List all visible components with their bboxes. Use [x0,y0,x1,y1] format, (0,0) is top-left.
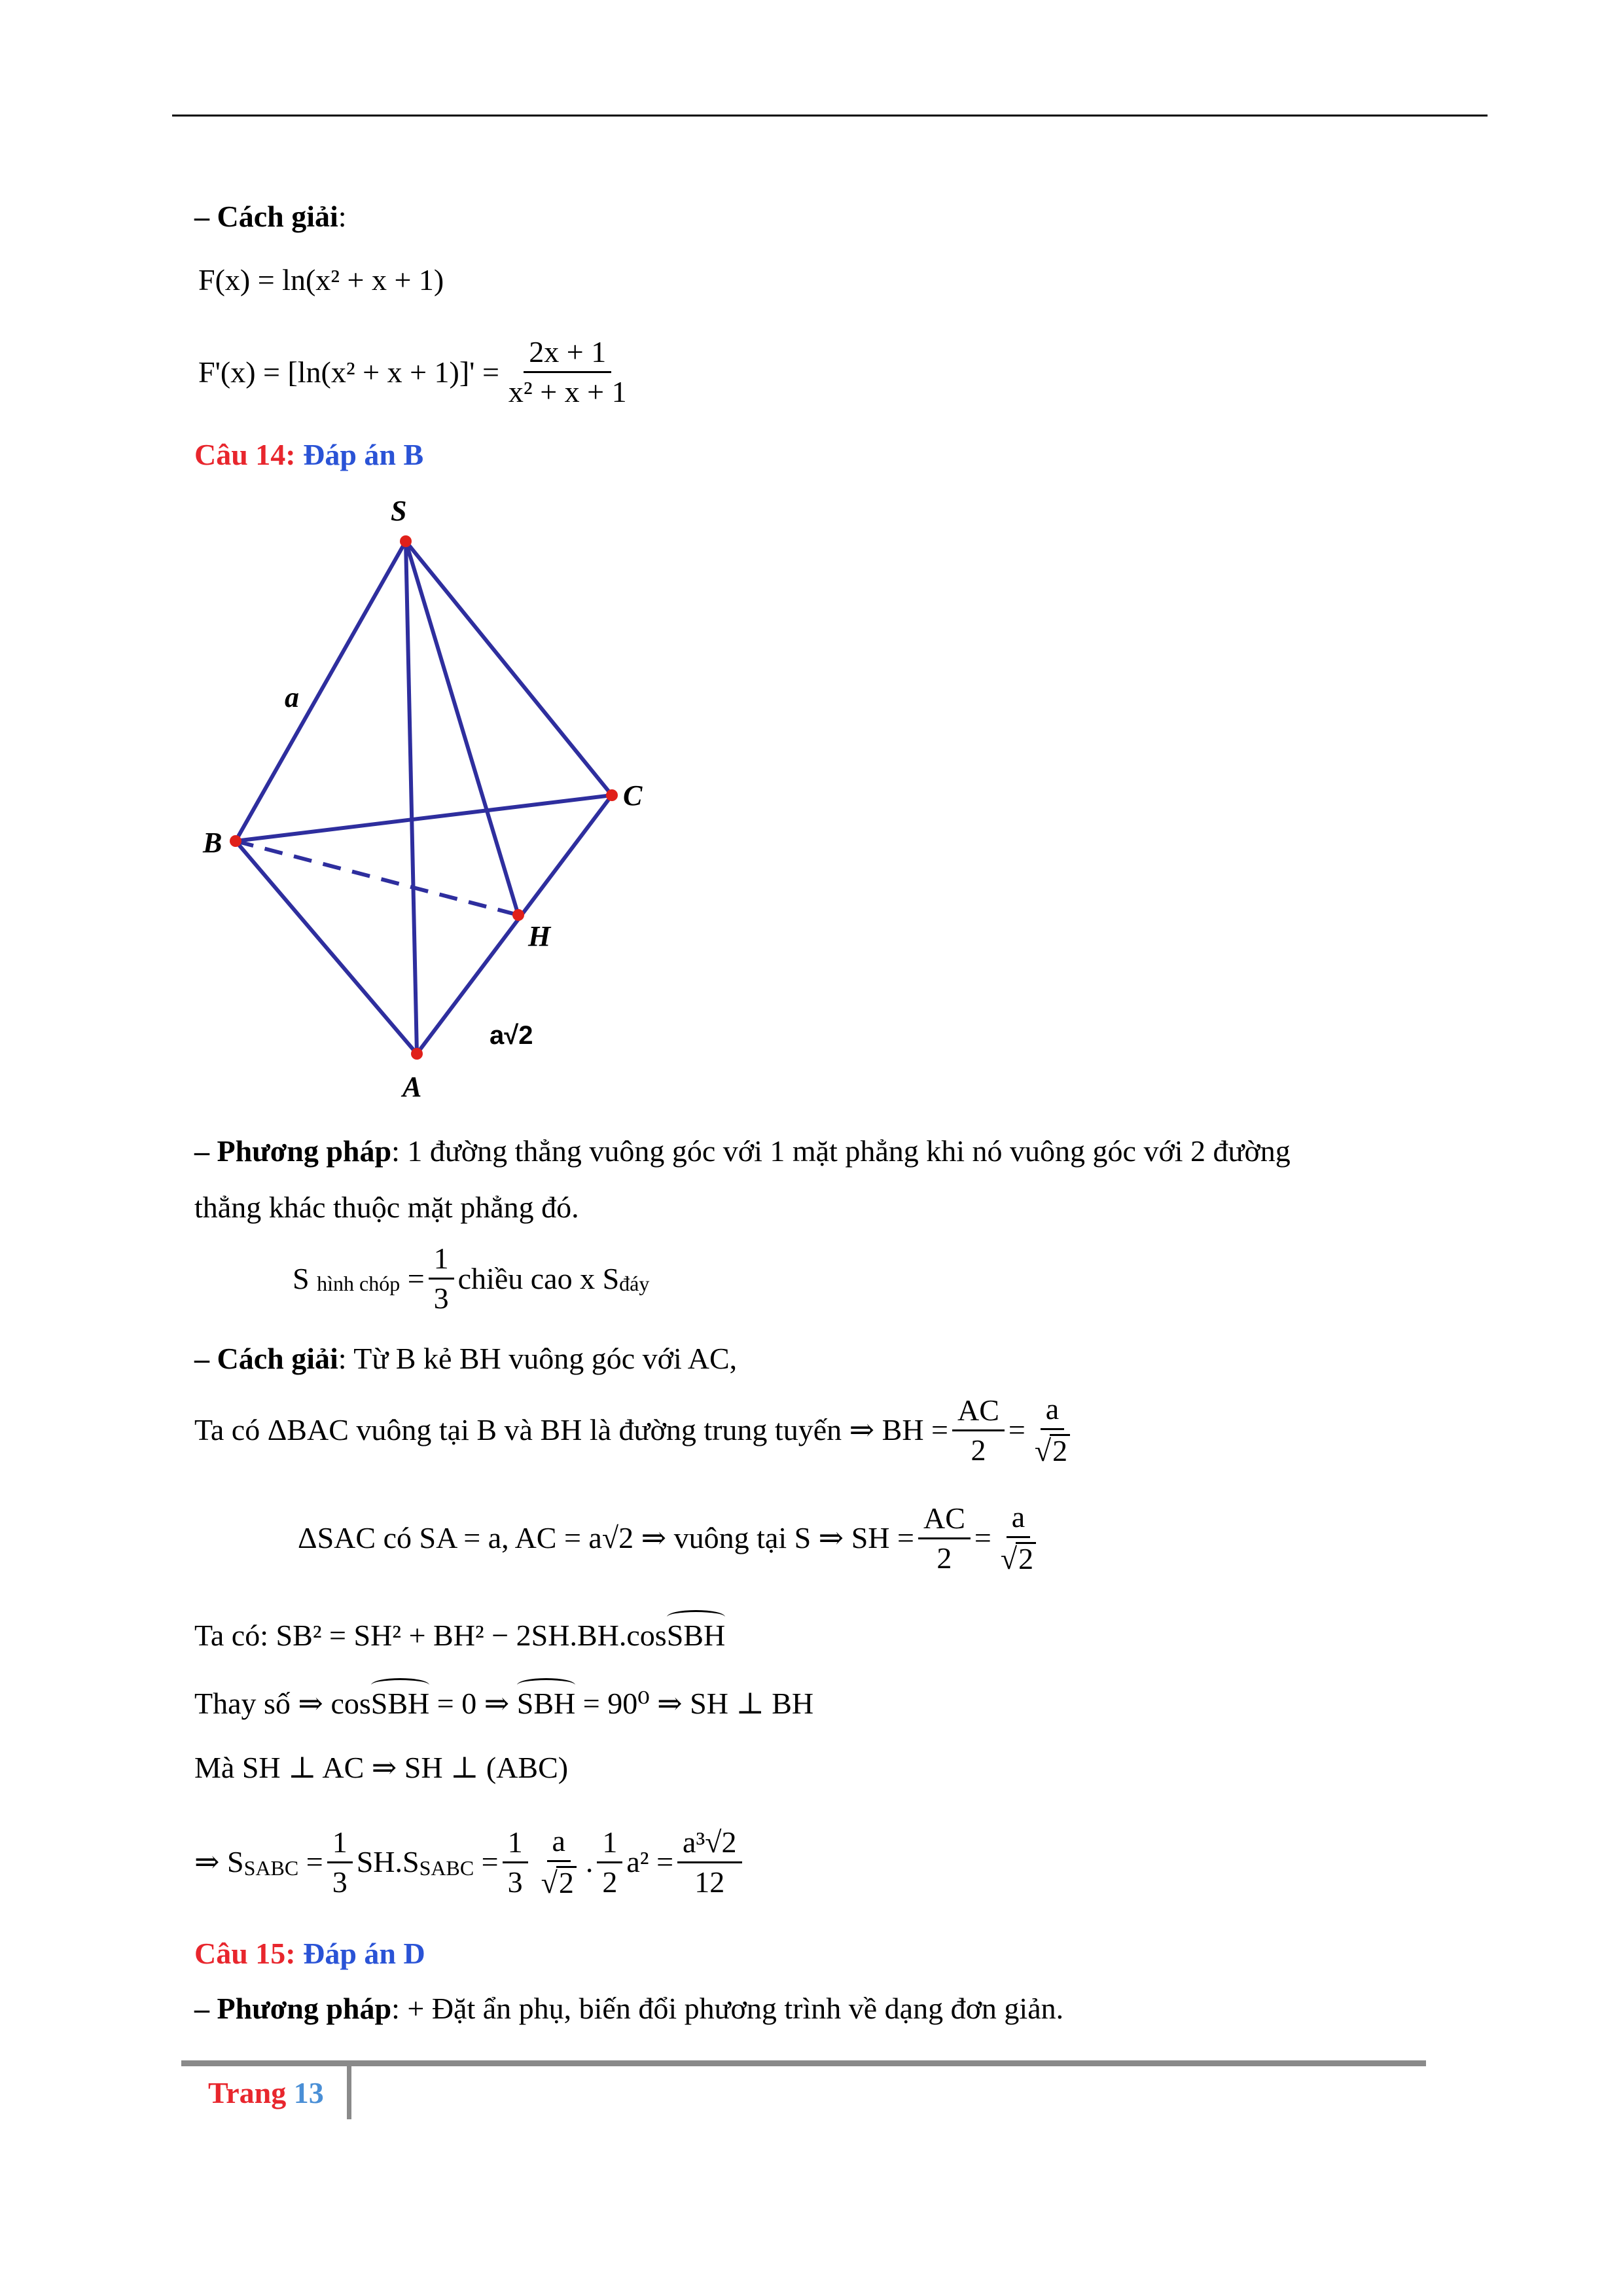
cach-giai-heading: – Cách giải: [194,200,347,233]
footer-page-label: Trang 13 [208,2076,324,2109]
edge-sa [406,541,417,1054]
point-s [400,535,412,547]
formula-volume: S hình chóp = $\frac{1}{3}$ chiều cao x S đáy [293,1242,650,1315]
label-b: B [203,827,223,859]
phuong-phap-line1: – Phương pháp: 1 đường thẳng vuông góc với 1 mặt phẳng khi nó vuông góc với 2 đường [194,1134,1291,1168]
label-h: H [528,920,551,952]
edge-sb [236,541,406,841]
footer-divider [347,2063,351,2119]
point-c [606,789,618,801]
label-edge-a: a [285,681,299,713]
edge-sc [406,541,612,795]
label-c: C [623,780,643,812]
label-a: A [402,1071,422,1103]
line-substitute: Thay số ⇒ cosSBH = 0 ⇒ SBH = 90⁰ ⇒ SH ⊥ BH [194,1687,814,1720]
header-rule [172,115,1488,117]
line-cosine-law: Ta có: SB² = SH² + BH² − 2SH.BH.cosSBH [194,1619,726,1652]
edge-bc [236,795,612,841]
line-perpendicular: Mà SH ⊥ AC ⇒ SH ⊥ (ABC) [194,1751,569,1784]
cau-14-heading: Câu 14: Đáp án B [194,438,424,471]
phuong-phap-15: – Phương pháp: + Đặt ẩn phụ, biến đổi phương trình về dạng đơn giản. [194,1992,1064,2025]
edge-bh-dashed [236,841,518,915]
edge-sh [406,541,518,915]
edge-ba [236,841,417,1054]
footer-rule [181,2060,1426,2066]
label-s: S [391,495,407,527]
line-volume-result: ⇒ S SABC = $\frac{1}{3}$ SH.S SABC = $\frac{1}{3}$ $\frac{a}{√2}$ . $\frac{1}{2}$ a² = $\frac{\text{a³√2}}{12}$ [194,1826,746,1898]
phuong-phap-line2: thẳng khác thuộc mặt phẳng đó. [194,1191,579,1224]
equation-f: F(x) = ln(x² + x + 1) [198,263,444,296]
equation-f-prime: F'(x) = [ln(x² + x + 1)]' = $\frac{2x + 1}{\text{x² + x + 1}}$ [198,335,627,408]
edge-ca [417,795,612,1054]
line-bh: Ta có ΔBAC vuông tại B và BH là đường trung tuyến ⇒ BH = $\frac{AC}{2}$ = $\frac{a}{√2}$ [194,1394,1079,1466]
point-a [411,1048,423,1060]
cach-giai-14: – Cách giải: Từ B kẻ BH vuông góc với AC, [194,1342,738,1375]
point-b [230,835,241,847]
label-a-sqrt2: a√2 [490,1021,533,1050]
cau-15-heading: Câu 15: Đáp án D [194,1937,425,1970]
point-h [512,909,524,921]
pyramid-figure [183,484,707,1113]
line-sh: ΔSAC có SA = a, AC = a√2 ⇒ vuông tại S ⇒ SH = $\frac{AC}{2}$ = $\frac{a}{√2}$ [298,1502,1045,1574]
